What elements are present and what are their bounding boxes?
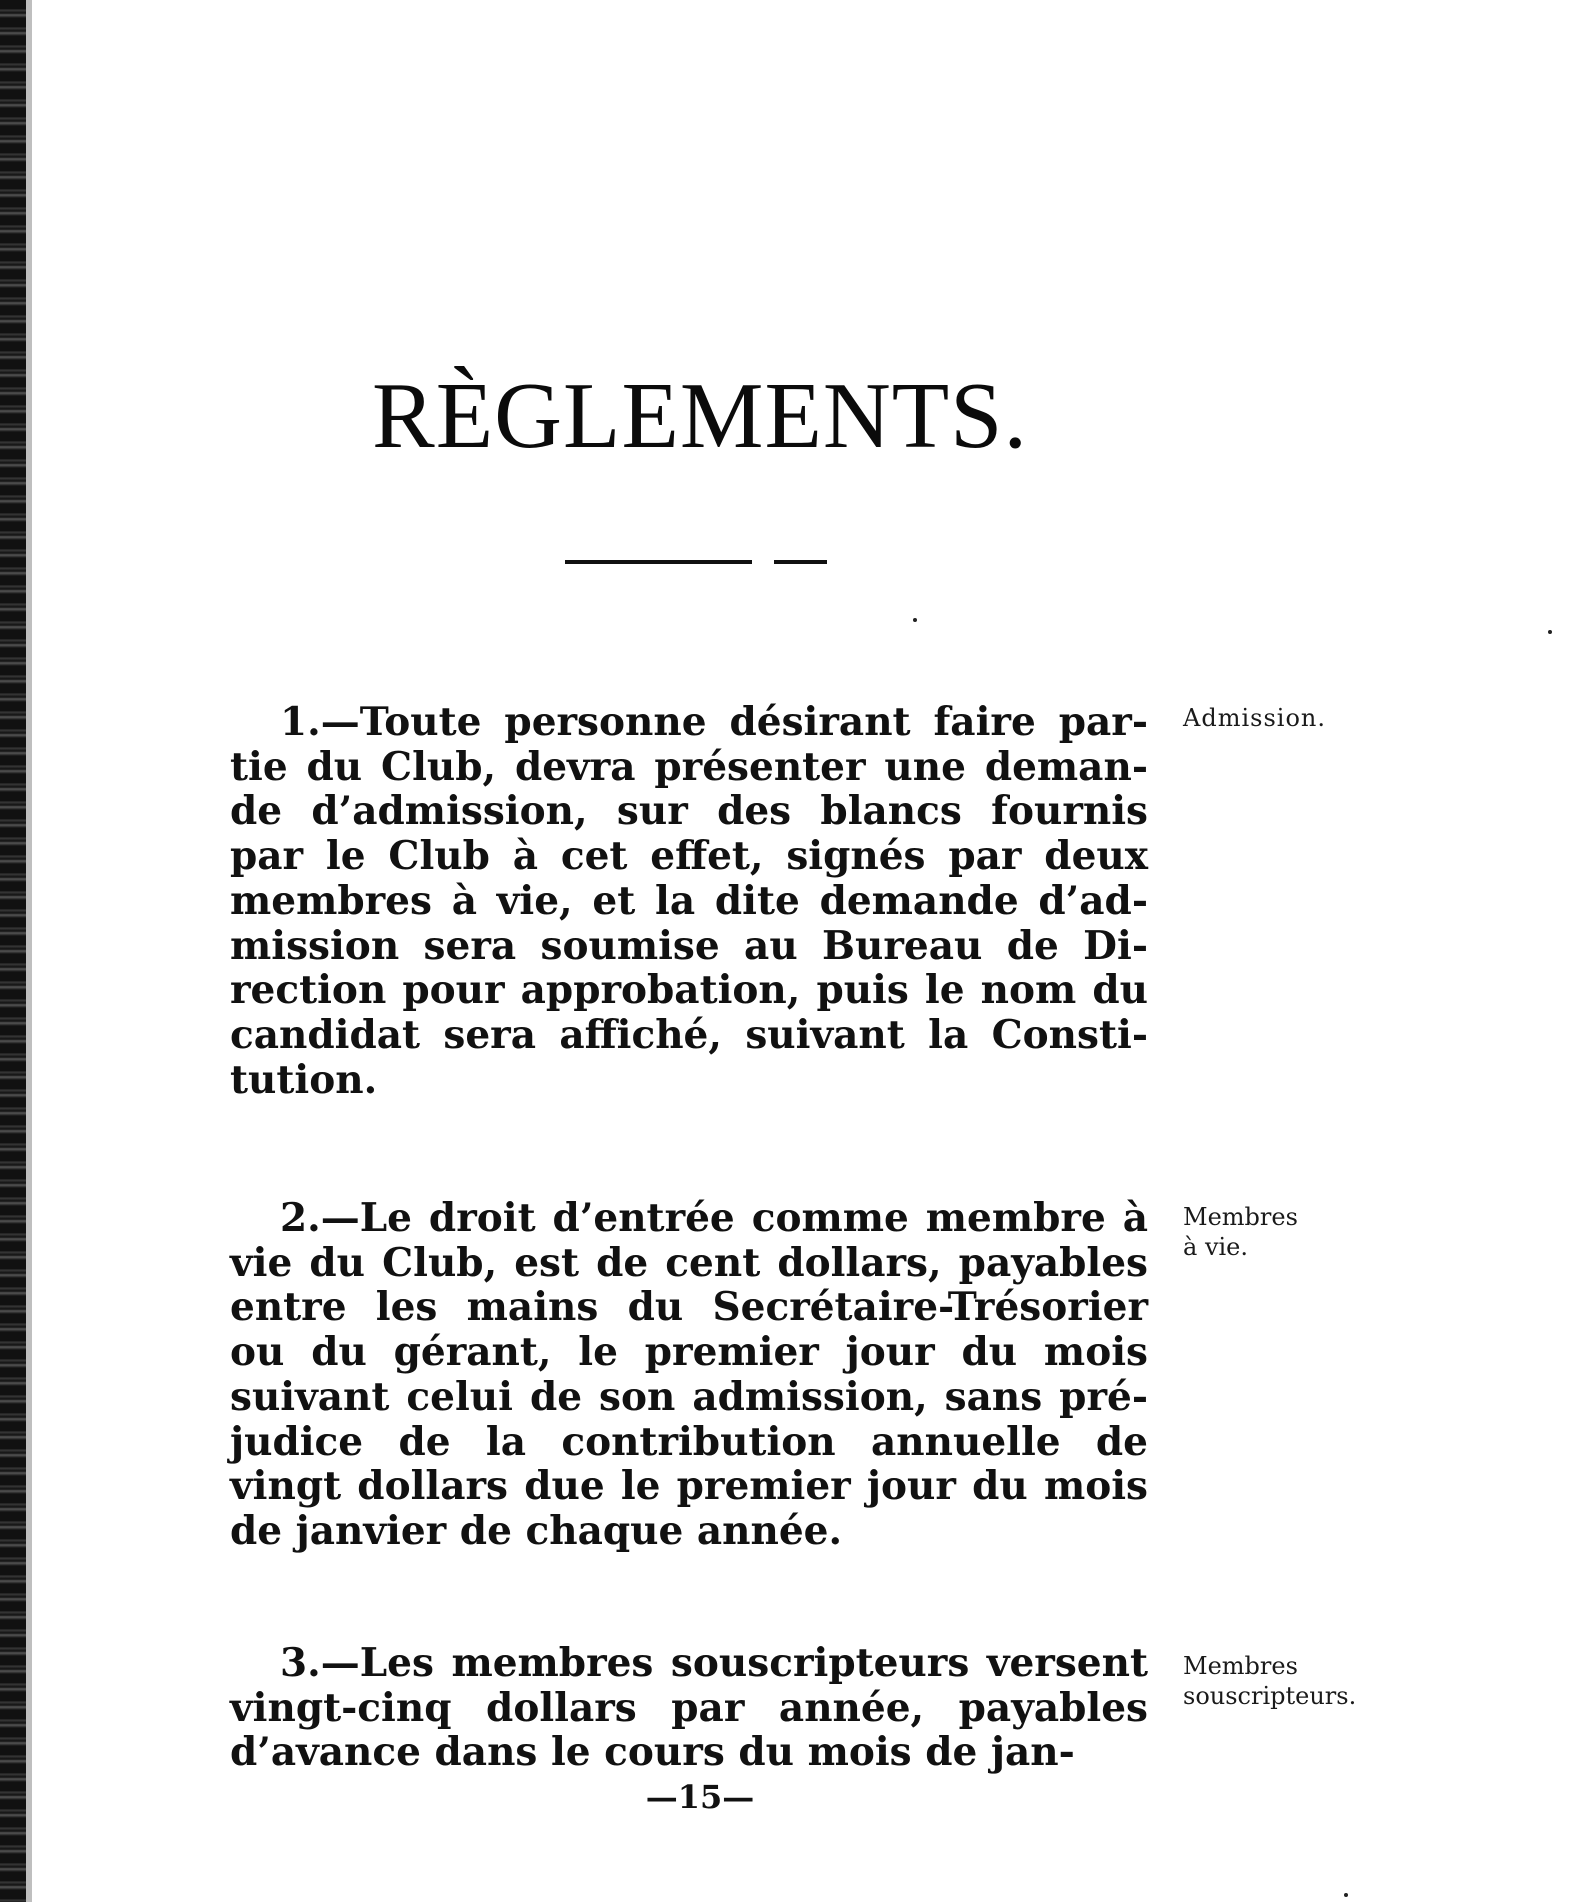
print-speck [913, 618, 917, 622]
margin-note-line: Admission. [1183, 704, 1326, 732]
margin-note-line: souscripteurs. [1183, 1682, 1357, 1710]
binding-edge-shadow [26, 0, 32, 1902]
article-text: —Le droit d’entrée comme membre à vie du Club, est de cent dollars, payables entre les mains du Secrétaire-Trésorier ou du gérant, le premier jour du mois suivant celui de son admission, sans préjudice de la contribution annuelle de vingt dollars due le premier jour du mois de janvier de chaque année. [230, 1195, 1148, 1554]
margin-note-membres-a-vie [1183, 1202, 1298, 1262]
title-divider [565, 560, 827, 564]
page-number: —15— [645, 1778, 755, 1816]
margin-note-line: Membres [1183, 1203, 1298, 1231]
article-3 [230, 1641, 1148, 1775]
print-speck [1548, 630, 1552, 634]
article-text: —Toute personne désirant faire partie du Club, devra présenter une demande d’admission, sur des blancs fournis par le Club à cet effet, signés par deux membres à vie, et la dite demande d’admission sera soumise au Bureau de Direction pour approbation, puis le nom du candidat sera affiché, suivant la Constitution. [230, 699, 1148, 1103]
article-1 [230, 700, 1148, 1102]
page-title: RÈGLEMENTS. [372, 364, 1028, 468]
margin-note-line: à vie. [1183, 1233, 1249, 1261]
title-divider-gap [752, 558, 774, 566]
binding-edge [0, 0, 26, 1902]
margin-note-admission [1183, 703, 1326, 733]
margin-note-line: Membres [1183, 1652, 1298, 1680]
article-number: 2. [280, 1195, 321, 1241]
article-text: —Les membres souscripteurs versent vingt-cinq dollars par année, payables d’avance dans le cours du mois de jan- [230, 1640, 1148, 1776]
article-2 [230, 1196, 1148, 1554]
article-number: 3. [280, 1640, 321, 1686]
article-number: 1. [280, 699, 321, 745]
margin-note-membres-souscripteurs [1183, 1651, 1356, 1711]
print-speck [1344, 1893, 1348, 1897]
